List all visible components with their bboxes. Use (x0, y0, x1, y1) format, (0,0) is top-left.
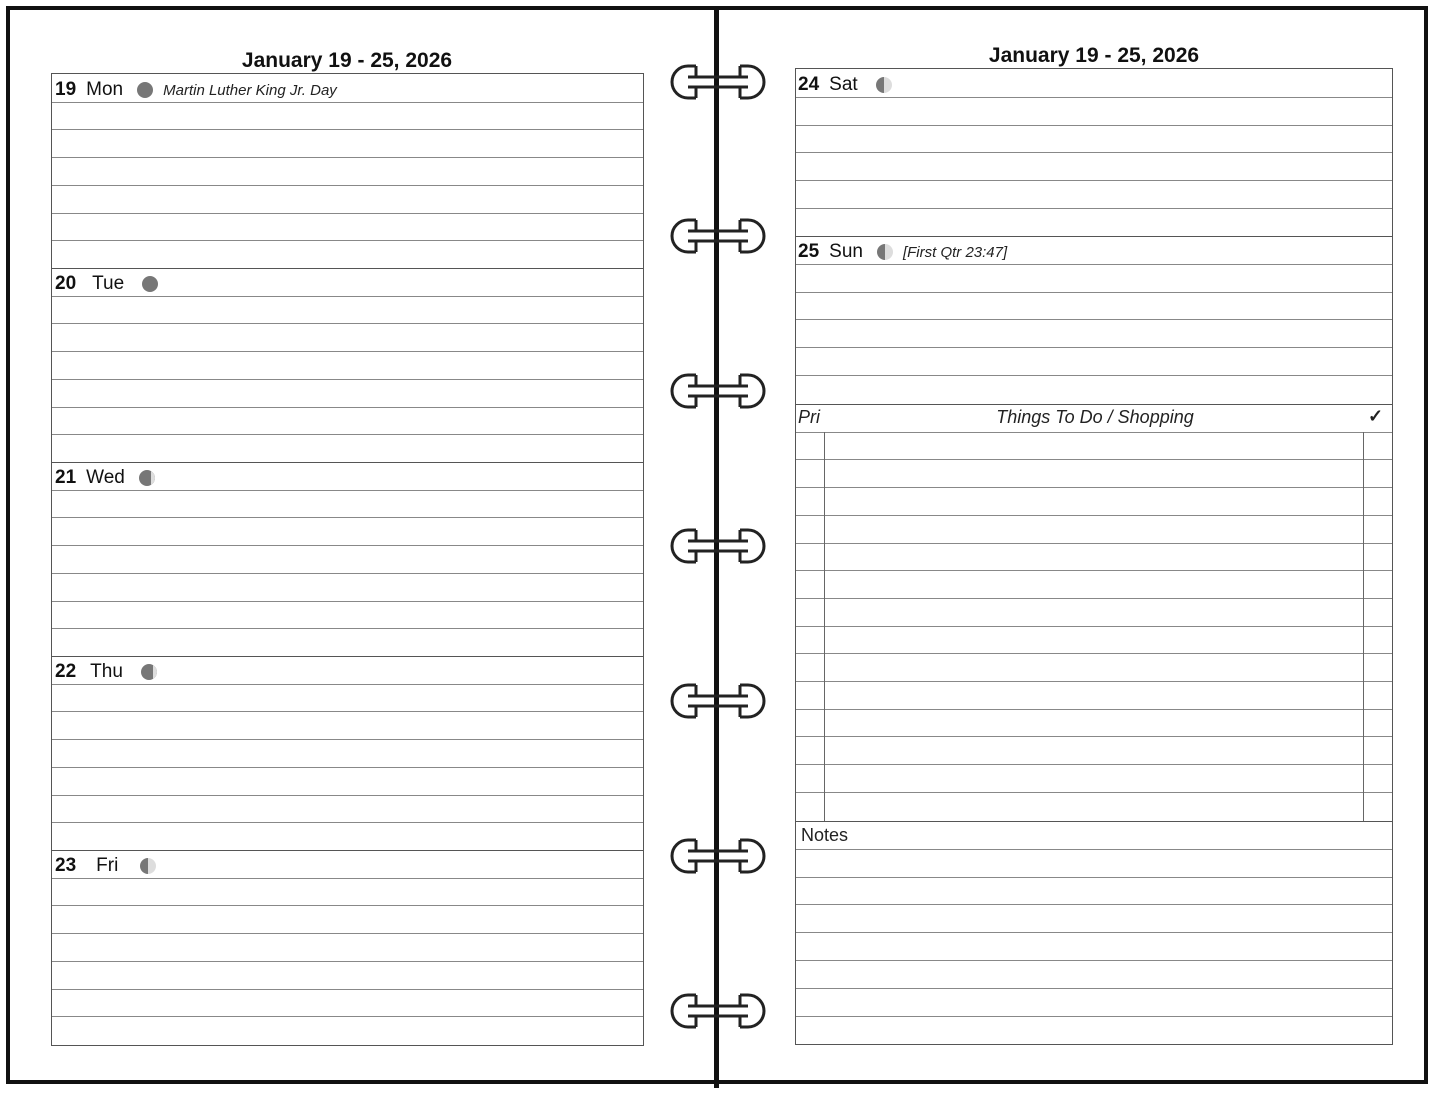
day-name: Wed (86, 467, 125, 488)
day-name: Sat (829, 74, 858, 95)
priority-column-divider (824, 432, 825, 821)
day-name: Thu (90, 661, 123, 682)
day-divider (796, 236, 1392, 237)
ruled-line (796, 208, 1392, 209)
ruled-line (52, 490, 643, 491)
ruled-line (796, 487, 1392, 488)
ruled-line (796, 432, 1392, 433)
binder-ring-icon (666, 991, 770, 1031)
day-divider (52, 268, 643, 269)
ruled-line (52, 822, 643, 823)
ruled-line (52, 434, 643, 435)
day-name: Tue (92, 273, 125, 294)
ruled-line (52, 961, 643, 962)
ruled-line (52, 407, 643, 408)
ruled-line (52, 240, 643, 241)
binder-ring-icon (666, 681, 770, 721)
ruled-line (52, 628, 643, 629)
binder-ring-icon (666, 62, 770, 102)
ruled-line (52, 157, 643, 158)
ruled-line (52, 878, 643, 879)
day-number: 24 (798, 74, 820, 95)
half-moon-icon (876, 77, 892, 93)
ruled-line (52, 517, 643, 518)
day-header-wed (55, 464, 155, 492)
ruled-line (796, 681, 1392, 682)
ruled-line (52, 795, 643, 796)
right-page-title: January 19 - 25, 2026 (988, 44, 1200, 67)
ruled-line (796, 347, 1392, 348)
day-header-mon (55, 76, 337, 104)
ruled-line (796, 375, 1392, 376)
binder-ring-icon (666, 371, 770, 411)
ruled-line (796, 764, 1392, 765)
left-page-title: January 19 - 25, 2026 (241, 49, 453, 72)
ruled-line (52, 573, 643, 574)
ruled-line (52, 905, 643, 906)
day-header-thu (55, 658, 157, 686)
day-name: Mon (86, 79, 124, 100)
ruled-line (796, 319, 1392, 320)
ruled-line (52, 933, 643, 934)
ruled-line (52, 711, 643, 712)
ruled-line (796, 125, 1392, 126)
day-number: 23 (55, 855, 77, 876)
day-header-sun (798, 238, 1007, 266)
ruled-line (796, 543, 1392, 544)
day-divider (52, 850, 643, 851)
ruled-line (52, 323, 643, 324)
waning-gibbous-moon-icon (139, 470, 155, 486)
ruled-line (52, 296, 643, 297)
binder-ring-icon (666, 836, 770, 876)
binder-ring-icon (666, 216, 770, 256)
ruled-line (796, 653, 1392, 654)
ruled-line (796, 97, 1392, 98)
day-divider (52, 656, 643, 657)
day-name: Fri (96, 855, 119, 876)
ruled-line (796, 877, 1392, 878)
ruled-line (52, 767, 643, 768)
day-number: 22 (55, 661, 77, 682)
full-moon-icon (137, 82, 153, 98)
day-header-tue (55, 270, 158, 298)
ruled-line (796, 459, 1392, 460)
day-number: 19 (55, 79, 77, 100)
ruled-line (52, 351, 643, 352)
ruled-line (52, 601, 643, 602)
ruled-line (796, 1016, 1392, 1017)
right-day-grid (795, 68, 1393, 1045)
ruled-line (796, 570, 1392, 571)
left-day-grid (51, 73, 644, 1046)
priority-column-label: Pri (798, 407, 820, 427)
ruled-line (796, 904, 1392, 905)
day-divider (52, 462, 643, 463)
ruled-line (796, 932, 1392, 933)
ruled-line (52, 129, 643, 130)
ruled-line (796, 264, 1392, 265)
todo-title: Things To Do / Shopping (996, 407, 1194, 427)
ruled-line (52, 102, 643, 103)
moon-phase-note: [First Qtr 23:47] (902, 243, 1008, 261)
ruled-line (796, 626, 1392, 627)
day-header-fri (55, 852, 156, 880)
ruled-line (52, 213, 643, 214)
full-moon-icon (142, 276, 158, 292)
ruled-line (796, 515, 1392, 516)
ruled-line (796, 960, 1392, 961)
notes-label: Notes (801, 825, 849, 845)
ruled-line (796, 292, 1392, 293)
section-divider (796, 821, 1392, 822)
ruled-line (796, 736, 1392, 737)
check-column-icon: ✓ (1368, 406, 1384, 426)
ruled-line (52, 545, 643, 546)
ruled-line (52, 379, 643, 380)
binder-ring-icon (666, 526, 770, 566)
day-number: 21 (55, 467, 77, 488)
ruled-line (52, 185, 643, 186)
day-number: 25 (798, 241, 820, 262)
ruled-line (52, 1016, 643, 1017)
day-divider (796, 404, 1392, 405)
ruled-line (796, 598, 1392, 599)
ruled-line (52, 989, 643, 990)
day-header-sat (798, 71, 892, 99)
check-column-divider (1363, 432, 1364, 821)
ruled-line (796, 709, 1392, 710)
day-name: Sun (829, 241, 863, 262)
half-moon-icon (140, 858, 156, 874)
day-number: 20 (55, 273, 77, 294)
ruled-line (52, 739, 643, 740)
ruled-line (796, 988, 1392, 989)
ruled-line (796, 180, 1392, 181)
waning-gibbous-moon-icon (141, 664, 157, 680)
half-moon-icon (877, 244, 893, 260)
ruled-line (796, 152, 1392, 153)
ruled-line (796, 792, 1392, 793)
ruled-line (796, 849, 1392, 850)
ruled-line (52, 684, 643, 685)
holiday-note: Martin Luther King Jr. Day (163, 81, 337, 99)
